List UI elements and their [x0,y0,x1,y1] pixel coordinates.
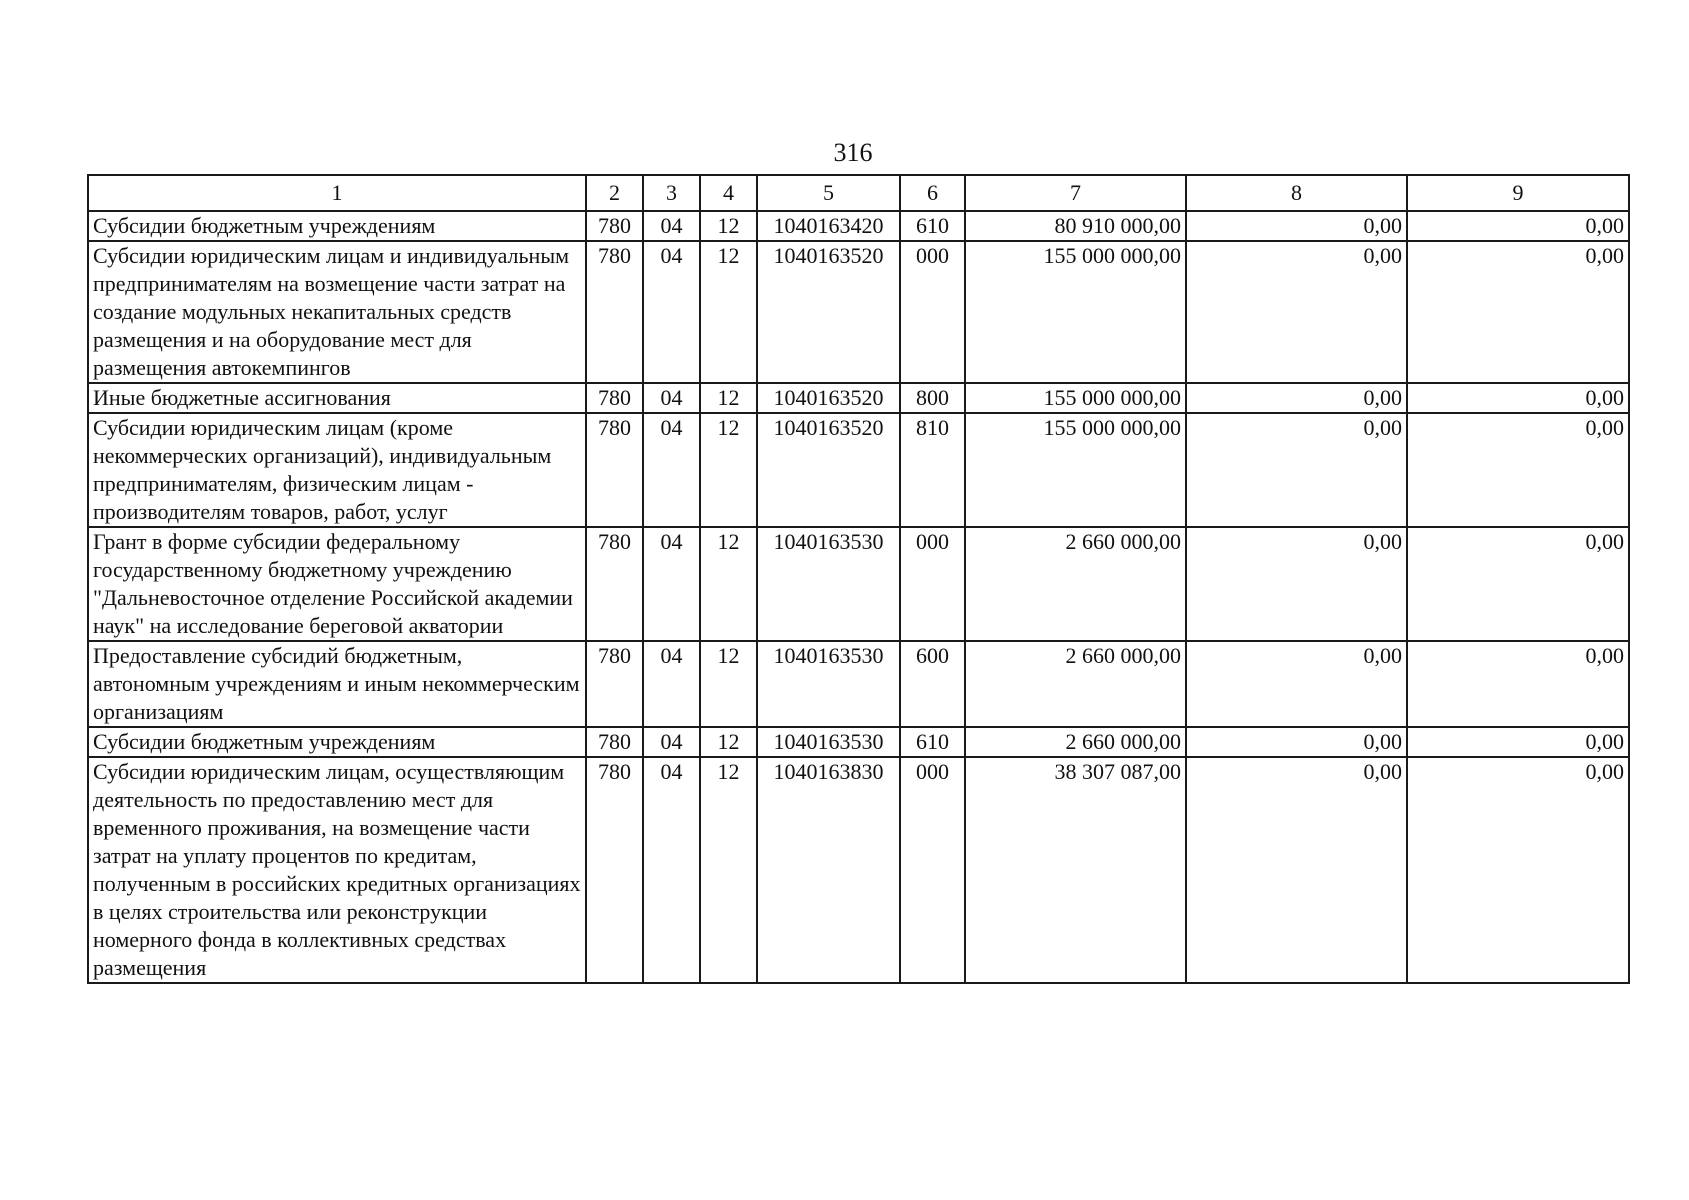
expense-type-code: 000 [900,757,965,983]
table-row [88,757,1629,983]
amount-col7: 38 307 087,00 [965,757,1186,983]
table-row [88,527,1629,641]
section-code: 04 [643,757,700,983]
amount-col8: 0,00 [1186,757,1407,983]
table-row [88,727,1629,757]
amount-col8: 0,00 [1186,241,1407,383]
subsection-code: 12 [700,527,757,641]
amount-col9: 0,00 [1407,527,1629,641]
target-article-code: 1040163420 [757,211,900,241]
ministry-code: 780 [586,527,643,641]
table-row [88,383,1629,413]
subsection-code: 12 [700,241,757,383]
subsection-code: 12 [700,727,757,757]
target-article-code: 1040163830 [757,757,900,983]
amount-col7: 80 910 000,00 [965,211,1186,241]
expense-type-code: 800 [900,383,965,413]
subsection-code: 12 [700,641,757,727]
ministry-code: 780 [586,757,643,983]
amount-col7: 155 000 000,00 [965,413,1186,527]
target-article-code: 1040163530 [757,727,900,757]
table-row [88,241,1629,383]
column-header: 6 [900,175,965,211]
target-article-code: 1040163530 [757,527,900,641]
amount-col7: 155 000 000,00 [965,383,1186,413]
page-number: 316 [833,138,873,167]
amount-col7: 2 660 000,00 [965,527,1186,641]
section-code: 04 [643,241,700,383]
row-description: Субсидии юридическим лицам (кроме некоммерческих организаций), индивидуальным предпринимателям, физическим лицам - производителям товаров, работ, услуг [88,413,586,527]
amount-col9: 0,00 [1407,727,1629,757]
ministry-code: 780 [586,413,643,527]
amount-col8: 0,00 [1186,413,1407,527]
amount-col7: 2 660 000,00 [965,641,1186,727]
column-header: 3 [643,175,700,211]
table-row [88,211,1629,241]
target-article-code: 1040163530 [757,641,900,727]
row-description: Предоставление субсидий бюджетным, автономным учреждениям и иным некоммерческим организациям [88,641,586,727]
row-description: Грант в форме субсидии федеральному государственному бюджетному учреждению "Дальневосточное отделение Российской академии наук" на исследование береговой акватории [88,527,586,641]
table-row [88,413,1629,527]
ministry-code: 780 [586,383,643,413]
column-header: 5 [757,175,900,211]
amount-col9: 0,00 [1407,383,1629,413]
amount-col8: 0,00 [1186,727,1407,757]
section-code: 04 [643,527,700,641]
column-header: 1 [88,175,586,211]
column-header: 8 [1186,175,1407,211]
expense-type-code: 600 [900,641,965,727]
amount-col7: 2 660 000,00 [965,727,1186,757]
amount-col9: 0,00 [1407,211,1629,241]
column-header: 4 [700,175,757,211]
expense-type-code: 610 [900,211,965,241]
target-article-code: 1040163520 [757,413,900,527]
subsection-code: 12 [700,757,757,983]
row-description: Иные бюджетные ассигнования [88,383,586,413]
section-code: 04 [643,641,700,727]
ministry-code: 780 [586,727,643,757]
column-header: 7 [965,175,1186,211]
row-description: Субсидии бюджетным учреждениям [88,727,586,757]
header-row [88,175,1629,211]
amount-col9: 0,00 [1407,641,1629,727]
row-description: Субсидии юридическим лицам, осуществляющим деятельность по предоставлению мест для временного проживания, на возмещение части затрат на уплату процентов по кредитам, полученным в российских кредитных организациях в целях строительства или реконструкции номерного фонда в коллективных средствах размещения [88,757,586,983]
column-header: 9 [1407,175,1629,211]
section-code: 04 [643,413,700,527]
expense-type-code: 000 [900,241,965,383]
section-code: 04 [643,727,700,757]
amount-col8: 0,00 [1186,527,1407,641]
row-description: Субсидии бюджетным учреждениям [88,211,586,241]
ministry-code: 780 [586,211,643,241]
amount-col8: 0,00 [1186,211,1407,241]
table-row [88,641,1629,727]
expense-type-code: 610 [900,727,965,757]
expense-type-code: 810 [900,413,965,527]
section-code: 04 [643,211,700,241]
amount-col9: 0,00 [1407,241,1629,383]
expense-type-code: 000 [900,527,965,641]
budget-table [87,174,1630,984]
ministry-code: 780 [586,641,643,727]
ministry-code: 780 [586,241,643,383]
subsection-code: 12 [700,383,757,413]
subsection-code: 12 [700,413,757,527]
subsection-code: 12 [700,211,757,241]
section-code: 04 [643,383,700,413]
amount-col8: 0,00 [1186,383,1407,413]
amount-col9: 0,00 [1407,757,1629,983]
column-header: 2 [586,175,643,211]
row-description: Субсидии юридическим лицам и индивидуальным предпринимателям на возмещение части затрат на создание модульных некапитальных средств размещения и на оборудование мест для размещения автокемпингов [88,241,586,383]
target-article-code: 1040163520 [757,241,900,383]
amount-col7: 155 000 000,00 [965,241,1186,383]
target-article-code: 1040163520 [757,383,900,413]
amount-col9: 0,00 [1407,413,1629,527]
amount-col8: 0,00 [1186,641,1407,727]
